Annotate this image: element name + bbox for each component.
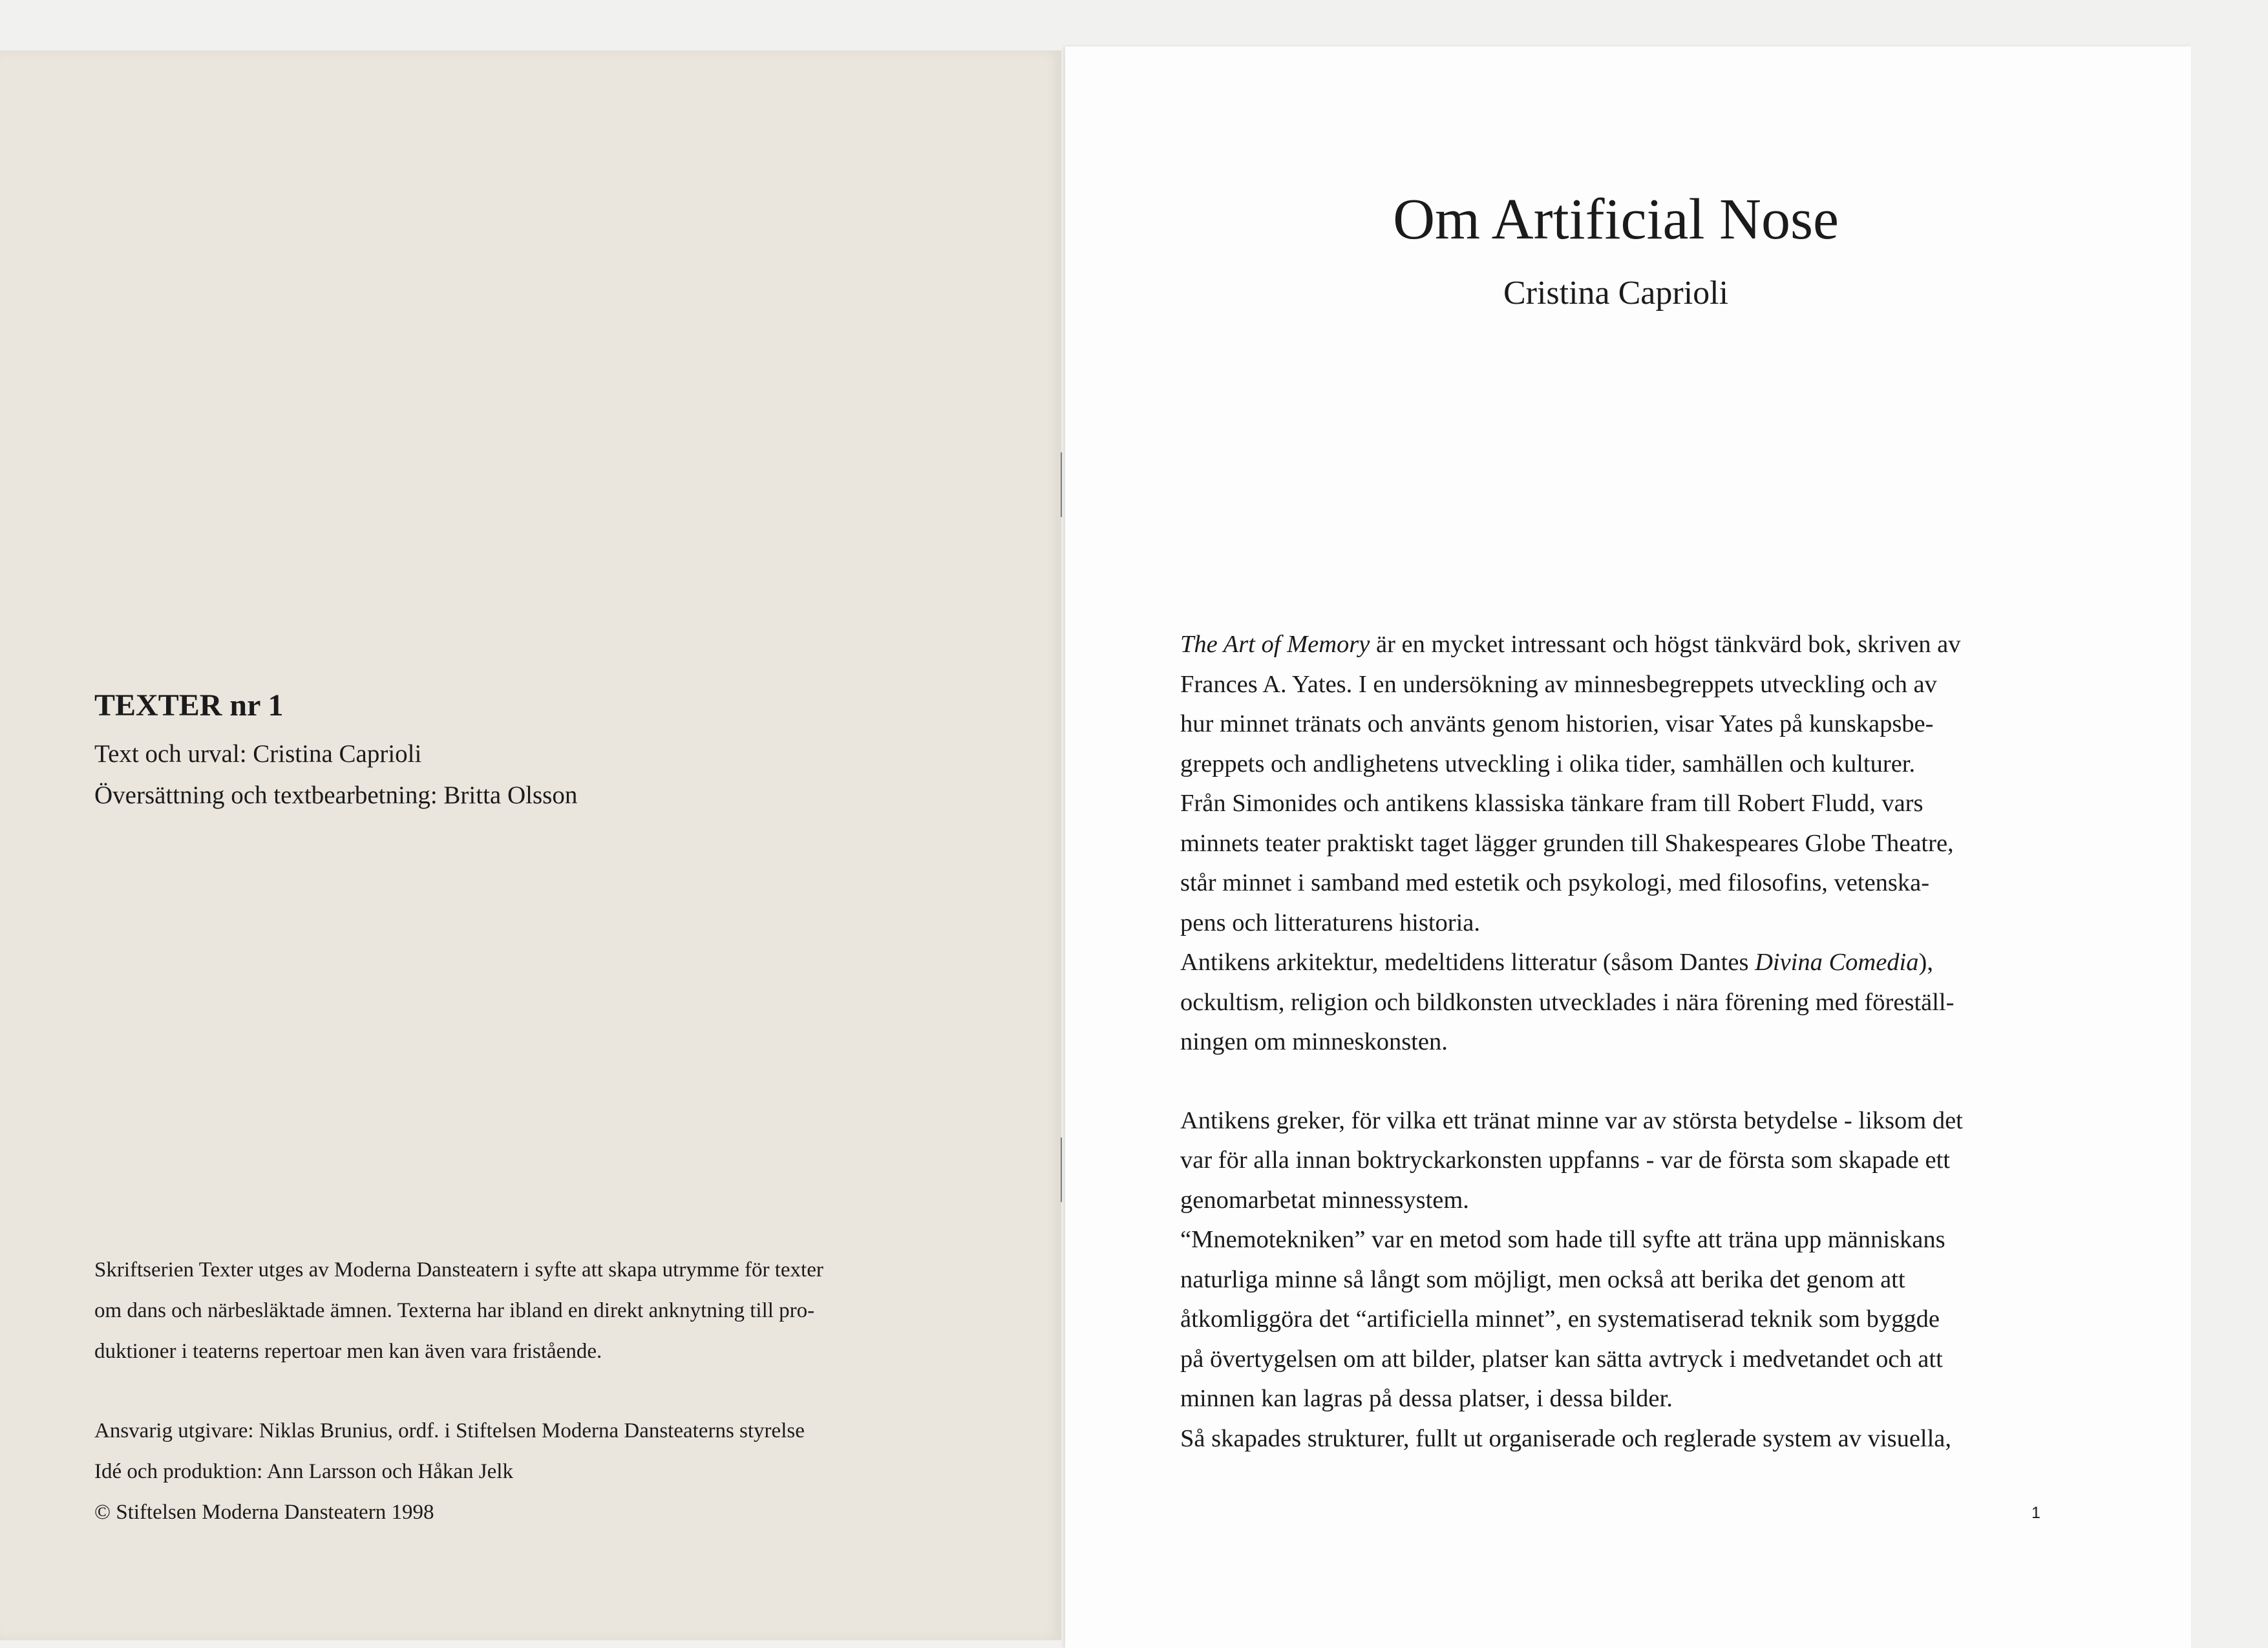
body-line: “Mnemotekniken” var en metod som hade till syfte att träna upp människans xyxy=(1180,1226,1945,1253)
body-line: ockultism, religion och bildkonsten utvecklades i nära förening med föreställ- xyxy=(1180,988,1955,1016)
body-line: Så skapades strukturer, fullt ut organiserade och reglerade system av visuella, xyxy=(1180,1424,1952,1452)
body-line: minnen kan lagras på dessa platser, i dessa bilder. xyxy=(1180,1385,1673,1412)
body-line: ningen om minneskonsten. xyxy=(1180,1028,1448,1055)
production-line: Idé och produktion: Ann Larsson och Håkan Jelk xyxy=(94,1460,513,1483)
article-author: Cristina Caprioli xyxy=(1503,275,1729,312)
series-description xyxy=(94,1250,948,1372)
publisher-info xyxy=(94,1411,948,1533)
article-title: Om Artificial Nose xyxy=(1393,187,1839,251)
translation-credit: Översättning och textbearbetning: Britta Olsson xyxy=(94,781,578,809)
body-line: var för alla innan boktryckarkonsten uppfanns - var de första som skapade ett xyxy=(1180,1146,1950,1174)
text-credit: Text och urval: Cristina Caprioli xyxy=(94,739,422,768)
body-line: Frances A. Yates. I en undersökning av minnesbegreppets utveckling och av xyxy=(1180,670,1937,698)
paragraph-gap xyxy=(1180,1062,2046,1101)
copyright-line: © Stiftelsen Moderna Dansteatern 1998 xyxy=(94,1501,434,1524)
body-line: pens och litteraturens historia. xyxy=(1180,909,1481,936)
binding-stitch xyxy=(1059,1137,1064,1202)
left-page xyxy=(0,50,1061,1640)
body-line: The Art of Memory är en mycket intressant och högst tänkvärd bok, skriven av xyxy=(1180,631,1961,658)
body-line: genomarbetat minnessystem. xyxy=(1180,1186,1469,1214)
book-title: Divina Comedia xyxy=(1755,949,1919,976)
credits-block xyxy=(94,687,935,816)
body-line: Från Simonides och antikens klassiska tänkare fram till Robert Fludd, vars xyxy=(1180,790,1924,817)
page-number: 1 xyxy=(2031,1504,2040,1522)
description-line: om dans och närbesläktade ämnen. Texterna har ibland en direkt anknytning till pro- xyxy=(94,1299,815,1322)
book-title: The Art of Memory xyxy=(1180,631,1370,658)
publisher-line: Ansvarig utgivare: Niklas Brunius, ordf. i Stiftelsen Moderna Dansteaterns styrelse xyxy=(94,1419,805,1442)
body-line: minnets teater praktiskt taget lägger grunden till Shakespeares Globe Theatre, xyxy=(1180,829,1954,857)
body-line: står minnet i samband med estetik och psykologi, med filosofins, vetenska- xyxy=(1180,869,1930,896)
body-line: naturliga minne så långt som möjligt, men också att berika det genom att xyxy=(1180,1265,1905,1293)
description-line: duktioner i teaterns repertoar men kan även vara fristående. xyxy=(94,1340,602,1363)
body-line: på övertygelsen om att bilder, platser kan sätta avtryck i medvetandet och att xyxy=(1180,1345,1943,1373)
body-line: åtkomliggöra det “artificiella minnet”, en systematiserad teknik som byggde xyxy=(1180,1305,1940,1333)
body-line: greppets och andlighetens utveckling i olika tider, samhällen och kulturer. xyxy=(1180,750,1916,777)
series-title: TEXTER nr 1 xyxy=(94,688,284,723)
body-line: Antikens greker, för vilka ett tränat minne var av största betydelse - liksom det xyxy=(1180,1106,1963,1134)
body-line: Antikens arkitektur, medeltidens litteratur (såsom Dantes Divina Comedia), xyxy=(1180,949,1933,976)
binding-stitch xyxy=(1059,452,1064,517)
body-line: hur minnet tränats och använts genom historien, visar Yates på kunskapsbe- xyxy=(1180,710,1934,737)
article-body xyxy=(1180,625,2046,1459)
description-line: Skriftserien Texter utges av Moderna Dansteatern i syfte att skapa utrymme för texter xyxy=(94,1258,823,1282)
